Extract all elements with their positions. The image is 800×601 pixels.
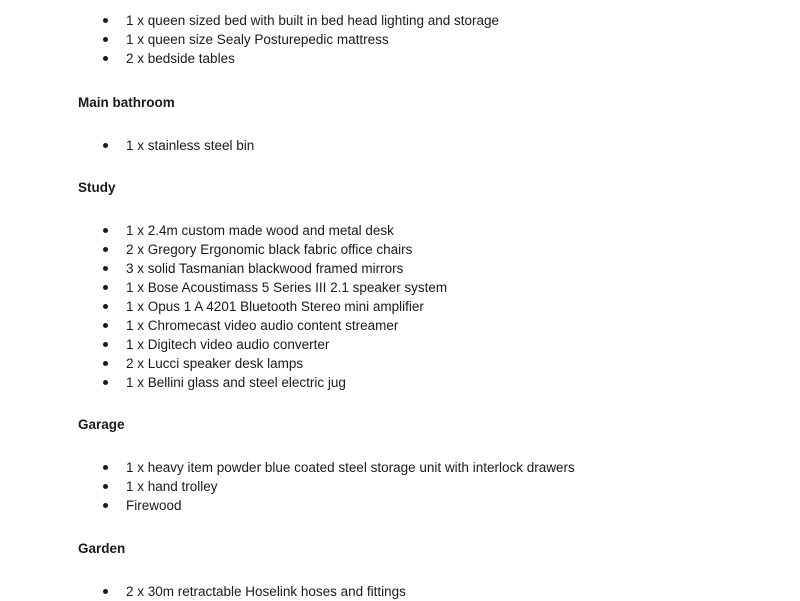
section-heading-study: Study bbox=[78, 180, 116, 195]
list-item-text: 1 x Bellini glass and steel electric jug bbox=[126, 375, 346, 390]
list-item bbox=[0, 582, 800, 601]
list-item bbox=[0, 297, 800, 316]
list-item-text: 1 x Chromecast video audio content streamer bbox=[126, 318, 399, 333]
bedroom-items-block bbox=[0, 11, 800, 68]
list-item bbox=[0, 11, 800, 30]
list-item bbox=[0, 30, 800, 49]
list-item bbox=[0, 259, 800, 278]
bullet-icon bbox=[103, 589, 108, 594]
list-item-text: 2 x 30m retractable Hoselink hoses and fittings bbox=[126, 584, 406, 599]
list-item bbox=[0, 221, 800, 240]
list-item bbox=[0, 477, 800, 496]
list-item bbox=[0, 136, 800, 155]
bullet-icon bbox=[103, 56, 108, 61]
bullet-icon bbox=[103, 247, 108, 252]
bullet-icon bbox=[103, 285, 108, 290]
bullet-icon bbox=[103, 37, 108, 42]
list-item bbox=[0, 278, 800, 297]
list-item-text: 1 x Digitech video audio converter bbox=[126, 337, 330, 352]
garage-item-list bbox=[0, 458, 800, 515]
section-heading-garden: Garden bbox=[78, 541, 126, 556]
bullet-icon bbox=[103, 143, 108, 148]
bullet-icon bbox=[103, 342, 108, 347]
list-item bbox=[0, 240, 800, 259]
bullet-icon bbox=[103, 465, 108, 470]
list-item-text: 1 x heavy item powder blue coated steel storage unit with interlock drawers bbox=[126, 460, 575, 475]
bullet-icon bbox=[103, 18, 108, 23]
list-item-text: 1 x hand trolley bbox=[126, 479, 218, 494]
garden-item-list bbox=[0, 582, 800, 601]
list-item bbox=[0, 354, 800, 373]
list-item-text: 1 x Bose Acoustimass 5 Series III 2.1 speaker system bbox=[126, 280, 448, 295]
list-item bbox=[0, 458, 800, 477]
list-item bbox=[0, 49, 800, 68]
bullet-icon bbox=[103, 323, 108, 328]
bullet-icon bbox=[103, 266, 108, 271]
study-item-list bbox=[0, 221, 800, 392]
garden-block bbox=[0, 582, 800, 601]
list-item bbox=[0, 373, 800, 392]
bullet-icon bbox=[103, 361, 108, 366]
bullet-icon bbox=[103, 228, 108, 233]
list-item-text: 1 x Opus 1 A 4201 Bluetooth Stereo mini amplifier bbox=[126, 299, 424, 314]
bullet-icon bbox=[103, 503, 108, 508]
list-item-text: 3 x solid Tasmanian blackwood framed mirrors bbox=[126, 261, 404, 276]
bullet-icon bbox=[103, 484, 108, 489]
list-item-text: 1 x queen sized bed with built in bed head lighting and storage bbox=[126, 13, 500, 28]
list-item bbox=[0, 496, 800, 515]
section-heading-main-bathroom: Main bathroom bbox=[78, 95, 175, 110]
garage-block bbox=[0, 458, 800, 515]
main-bathroom-item-list bbox=[0, 136, 800, 155]
bedroom-item-list bbox=[0, 11, 800, 68]
main-bathroom-block bbox=[0, 136, 800, 155]
list-item-text: 2 x Gregory Ergonomic black fabric office chairs bbox=[126, 242, 413, 257]
list-item-text: Firewood bbox=[126, 498, 182, 513]
list-item-text: 1 x 2.4m custom made wood and metal desk bbox=[126, 223, 394, 238]
study-block bbox=[0, 221, 800, 392]
bullet-icon bbox=[103, 304, 108, 309]
list-item-text: 2 x Lucci speaker desk lamps bbox=[126, 356, 304, 371]
section-heading-garage: Garage bbox=[78, 417, 125, 432]
list-item-text: 1 x queen size Sealy Posturepedic mattress bbox=[126, 32, 389, 47]
bullet-icon bbox=[103, 380, 108, 385]
list-item-text: 1 x stainless steel bin bbox=[126, 138, 255, 153]
list-item bbox=[0, 335, 800, 354]
list-item bbox=[0, 316, 800, 335]
list-item-text: 2 x bedside tables bbox=[126, 51, 235, 66]
